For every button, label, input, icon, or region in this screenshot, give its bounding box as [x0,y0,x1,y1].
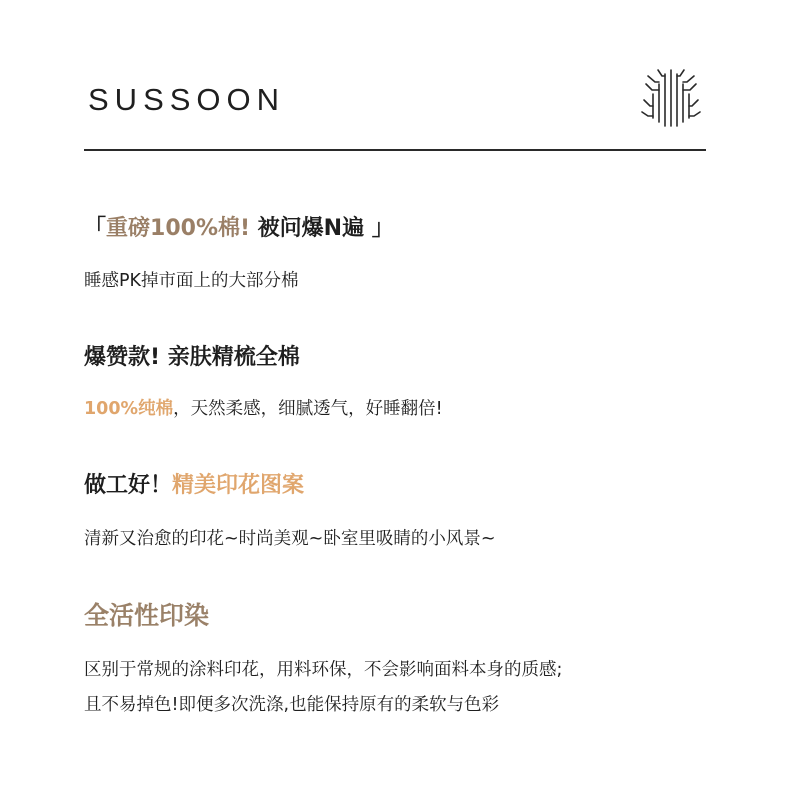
section1-highlight: 重磅100%棉! [106,216,251,241]
section4-body-line1: 区别于常规的涂料印花，用料环保，不会影响面料本身的质感; [84,660,563,680]
header-divider [84,149,706,151]
section3-title [84,470,304,502]
tree-logo-icon [638,62,704,132]
section3-body: 清新又治愈的印花~时尚美观~卧室里吸睛的小风景~ [84,529,496,549]
bracket-close: 」 [364,216,394,241]
section2-body-highlight: 100%纯棉 [84,399,174,419]
section1-body: 睡感PK掉市面上的大部分棉 [84,271,299,291]
section1-title-rest: 被问爆N遍 [250,216,365,241]
bracket-open: 「 [84,216,107,241]
section3-title-lead: 做工好！ [84,473,173,498]
section3-title-highlight: 精美印花图案 [172,473,305,498]
section2-title: 爆赞款! 亲肤精梳全棉 [84,345,300,370]
section2-body-rest: ，天然柔感，细腻透气，好睡翻倍! [173,399,443,419]
brand-logo-text: SUSSOON [88,82,286,117]
section4-body-line2: 且不易掉色!即便多次洗涤,也能保持原有的柔软与色彩 [84,695,500,715]
section4-title: 全活性印染 [84,601,210,630]
section1-title [84,213,394,245]
section2-body [84,396,443,422]
